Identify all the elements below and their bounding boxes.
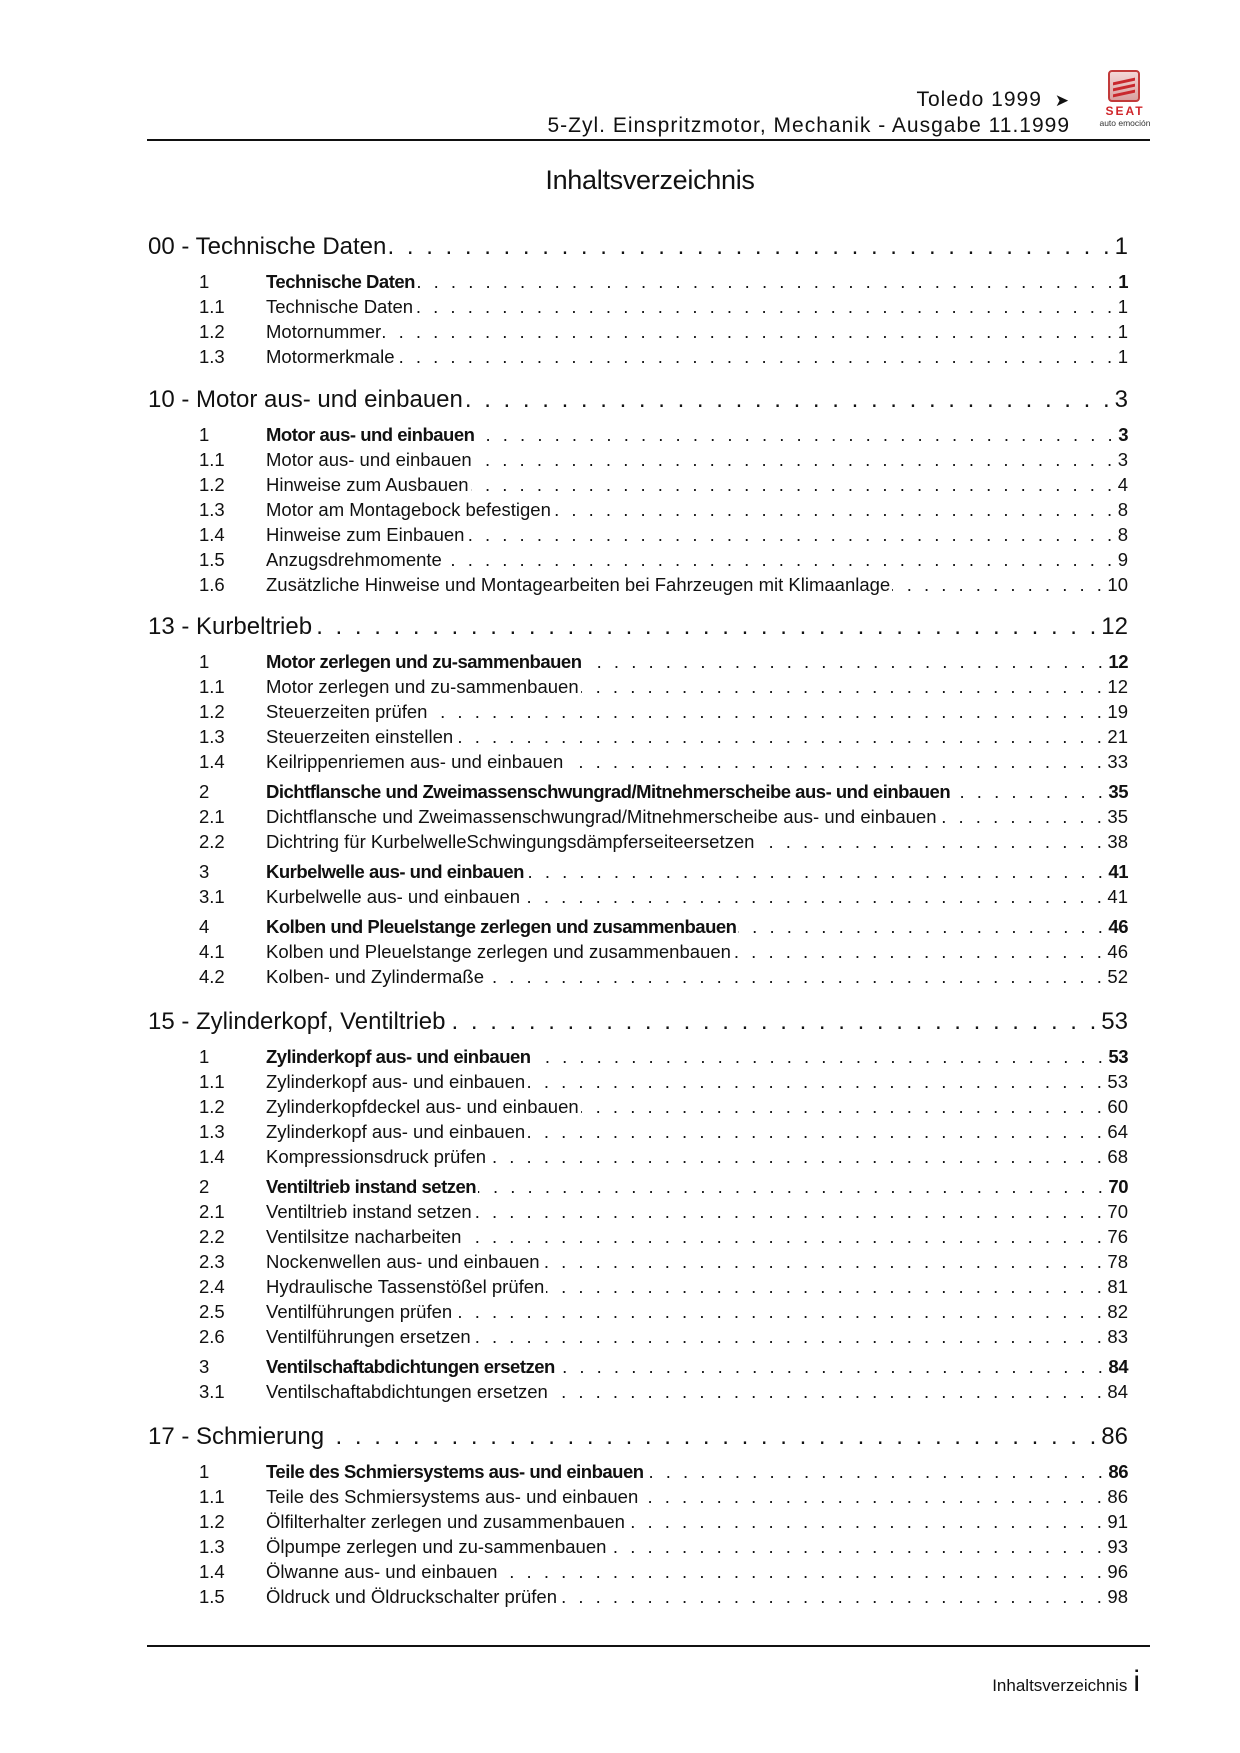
entry-number: 1 — [199, 271, 210, 292]
entry-page: 35 — [1107, 806, 1128, 827]
toc-entry[interactable] — [199, 1486, 1128, 1511]
entry-number: 1 — [199, 651, 210, 672]
dot-leader — [892, 574, 1105, 596]
toc-entry[interactable] — [199, 781, 1128, 806]
toc-entry[interactable] — [199, 651, 1128, 676]
entry-title: Kolben- und Zylindermaße — [266, 966, 484, 987]
entry-number: 1.3 — [199, 726, 225, 747]
toc-entry[interactable] — [199, 1461, 1128, 1486]
entry-title: Anzugsdrehmomente — [266, 549, 442, 570]
entry-page: 93 — [1107, 1536, 1128, 1557]
entry-page: 82 — [1107, 1301, 1128, 1322]
dot-leader — [939, 806, 1106, 828]
entry-title: Dichtflansche und Zweimassenschwungrad/Mitnehmerscheibe aus- und einbauen — [266, 781, 951, 802]
toc-chapter[interactable] — [148, 613, 1128, 645]
entry-number: 1.4 — [199, 1146, 225, 1167]
entry-number: 1.4 — [199, 1561, 225, 1582]
chapter-title: 17 - Schmierung — [148, 1423, 325, 1450]
entry-number: 1.5 — [199, 549, 225, 570]
entry-title: Teile des Schmiersystems aus- und einbauen — [266, 1486, 639, 1507]
entry-page: 86 — [1107, 1486, 1128, 1507]
toc-entry[interactable] — [199, 474, 1128, 499]
entry-number: 1.1 — [199, 676, 225, 697]
entry-number: 1.2 — [199, 1511, 225, 1532]
toc-entry[interactable] — [199, 751, 1128, 776]
entry-number: 1.4 — [199, 524, 225, 545]
entry-page: 12 — [1108, 651, 1128, 672]
entry-number: 2.3 — [199, 1251, 225, 1272]
toc-entry[interactable] — [199, 1146, 1128, 1171]
entry-page: 10 — [1107, 574, 1128, 595]
dot-leader — [608, 1536, 1105, 1558]
dot-leader — [466, 524, 1115, 546]
entry-number: 1 — [199, 424, 210, 445]
toc-entry[interactable] — [199, 499, 1128, 524]
toc-entry[interactable] — [199, 321, 1128, 346]
logo-brand: SEAT — [1105, 104, 1145, 118]
dot-leader — [486, 966, 1105, 988]
entry-page: 64 — [1107, 1121, 1128, 1142]
entry-title: Ventiltrieb instand setzen — [266, 1176, 477, 1197]
toc-entry[interactable] — [199, 449, 1128, 474]
entry-number: 4.2 — [199, 966, 225, 987]
dot-leader — [476, 424, 1116, 446]
toc-chapter[interactable] — [148, 1008, 1128, 1040]
entry-title: Nockenwellen aus- und einbauen — [266, 1251, 540, 1272]
entry-number: 1.2 — [199, 701, 225, 722]
entry-title: Ölfilterhalter zerlegen und zusammenbauen — [266, 1511, 625, 1532]
entry-page: 1 — [1117, 321, 1128, 342]
entry-page: 52 — [1107, 966, 1128, 987]
entry-page: 96 — [1107, 1561, 1128, 1582]
entry-page: 12 — [1107, 676, 1128, 697]
entry-title: Hinweise zum Einbauen — [266, 524, 465, 545]
toc-entry[interactable] — [199, 524, 1128, 549]
entry-page: 1 — [1117, 346, 1128, 367]
dot-leader — [488, 1146, 1105, 1168]
entry-page: 38 — [1107, 831, 1128, 852]
dot-leader — [471, 474, 1116, 496]
entry-title: Dichtflansche und Zweimassenschwungrad/Mitnehmerscheibe aus- und einbauen — [266, 806, 937, 827]
dot-leader — [546, 1276, 1105, 1298]
toc-entry[interactable] — [199, 916, 1128, 941]
entry-number: 2.2 — [199, 1226, 225, 1247]
entry-number: 1.2 — [199, 1096, 225, 1117]
seat-badge-icon — [1108, 70, 1140, 102]
dot-leader — [542, 1251, 1106, 1273]
header-divider — [147, 139, 1150, 141]
entry-number: 3.1 — [199, 1381, 225, 1402]
dot-leader — [499, 1561, 1105, 1583]
entry-number: 1.2 — [199, 321, 225, 342]
entry-title: Keilrippenriemen aus- und einbauen — [266, 751, 564, 772]
toc-entry[interactable] — [199, 1561, 1128, 1586]
dot-leader — [533, 1046, 1107, 1068]
entry-number: 1.1 — [199, 449, 225, 470]
toc-chapter[interactable] — [148, 386, 1128, 418]
entry-number: 1.1 — [199, 296, 225, 317]
entry-title: Ventiltrieb instand setzen — [266, 1201, 472, 1222]
entry-title: Motor aus- und einbauen — [266, 424, 475, 445]
footer-page-number: i — [1133, 1665, 1140, 1698]
entry-number: 1.3 — [199, 1121, 225, 1142]
entry-page: 83 — [1107, 1326, 1128, 1347]
dot-leader — [640, 1486, 1105, 1508]
entry-page: 3 — [1117, 449, 1128, 470]
entry-number: 1.4 — [199, 751, 225, 772]
toc-entry[interactable] — [199, 1121, 1128, 1146]
dot-leader — [444, 549, 1116, 571]
entry-number: 1.1 — [199, 1486, 225, 1507]
entry-title: Motor am Montagebock befestigen — [266, 499, 551, 520]
dot-leader — [397, 346, 1116, 368]
entry-title: Ölwanne aus- und einbauen — [266, 1561, 498, 1582]
entry-page: 70 — [1108, 1176, 1128, 1197]
dot-leader — [478, 1176, 1106, 1198]
entry-page: 1 — [1118, 271, 1128, 292]
entry-number: 1 — [199, 1461, 210, 1482]
entry-number: 1.3 — [199, 1536, 225, 1557]
entry-title: Zylinderkopf aus- und einbauen — [266, 1121, 526, 1142]
entry-title: Hinweise zum Ausbauen — [266, 474, 469, 495]
entry-number: 1.2 — [199, 474, 225, 495]
entry-page: 60 — [1107, 1096, 1128, 1117]
entry-page: 70 — [1107, 1201, 1128, 1222]
dot-leader — [415, 296, 1116, 318]
entry-title: Dichtring für KurbelwelleSchwingungsdämpferseiteersetzen — [266, 831, 755, 852]
chapter-page: 3 — [1114, 386, 1128, 413]
entry-title: Ölpumpe zerlegen und zu-sammenbauen — [266, 1536, 607, 1557]
dot-leader — [417, 271, 1116, 293]
dot-leader — [465, 386, 1113, 414]
entry-page: 41 — [1107, 886, 1128, 907]
toc-entry[interactable] — [199, 1226, 1128, 1251]
entry-page: 21 — [1107, 726, 1128, 747]
entry-page: 1 — [1117, 296, 1128, 317]
footer — [992, 1665, 1140, 1699]
toc-entry[interactable] — [199, 966, 1128, 991]
model-name: Toledo 1999 — [916, 88, 1042, 111]
seat-logo — [1093, 68, 1157, 130]
header-subtitle: 5-Zyl. Einspritzmotor, Mechanik - Ausgabe 11.1999 — [547, 114, 1070, 137]
entry-title: Kolben und Pleuelstange zerlegen und zusammenbauen — [266, 916, 737, 937]
toc-entry[interactable] — [199, 886, 1128, 911]
entry-page: 46 — [1108, 916, 1128, 937]
entry-page: 91 — [1107, 1511, 1128, 1532]
entry-title: Teile des Schmiersystems aus- und einbauen — [266, 1461, 644, 1482]
chapter-page: 86 — [1101, 1423, 1128, 1450]
entry-number: 4.1 — [199, 941, 225, 962]
entry-page: 78 — [1107, 1251, 1128, 1272]
dot-leader — [473, 1326, 1106, 1348]
entry-title: Ventilsitze nacharbeiten — [266, 1226, 462, 1247]
dot-leader — [474, 449, 1116, 471]
entry-page: 53 — [1107, 1071, 1128, 1092]
page-title: Inhaltsverzeichnis — [545, 165, 755, 195]
entry-page: 84 — [1108, 1356, 1128, 1377]
entry-title: Motor zerlegen und zu-sammenbauen — [266, 676, 579, 697]
entry-title: Zylinderkopf aus- und einbauen — [266, 1071, 526, 1092]
entry-title: Ventilführungen prüfen — [266, 1301, 453, 1322]
entry-title: Zylinderkopfdeckel aus- und einbauen — [266, 1096, 579, 1117]
entry-title: Öldruck und Öldruckschalter prüfen — [266, 1586, 557, 1607]
entry-title: Ventilführungen ersetzen — [266, 1326, 471, 1347]
arrow-icon: ➤ — [1054, 91, 1070, 110]
toc-entry[interactable] — [199, 1301, 1128, 1326]
toc-entry[interactable] — [199, 1251, 1128, 1276]
chapter-page: 12 — [1101, 613, 1128, 640]
dot-leader — [559, 1586, 1105, 1608]
entry-page: 98 — [1107, 1586, 1128, 1607]
chapter-title: 13 - Kurbeltrieb — [148, 613, 313, 640]
toc-entry[interactable] — [199, 1276, 1128, 1301]
entry-number: 1 — [199, 1046, 210, 1067]
entry-page: 33 — [1107, 751, 1128, 772]
dot-leader — [474, 1201, 1106, 1223]
entry-page: 84 — [1107, 1381, 1128, 1402]
toc-entry[interactable] — [199, 549, 1128, 574]
dot-leader — [526, 861, 1107, 883]
toc-entry[interactable] — [199, 1356, 1128, 1381]
entry-page: 46 — [1107, 941, 1128, 962]
dot-leader — [383, 321, 1116, 343]
dot-leader — [447, 1008, 1099, 1036]
dot-leader — [584, 651, 1107, 673]
dot-leader — [581, 676, 1106, 698]
entry-page: 53 — [1108, 1046, 1128, 1067]
toc-entry[interactable] — [199, 1326, 1128, 1351]
entry-title: Kompressionsdruck prüfen — [266, 1146, 487, 1167]
toc-entry[interactable] — [199, 296, 1128, 321]
toc-entry[interactable] — [199, 346, 1128, 371]
entry-number: 2 — [199, 781, 210, 802]
entry-title: Hydraulische Tassenstößel prüfen — [266, 1276, 545, 1297]
entry-number: 2.1 — [199, 806, 225, 827]
toc-entry[interactable] — [199, 701, 1128, 726]
entry-page: 8 — [1117, 524, 1128, 545]
entry-page: 86 — [1108, 1461, 1128, 1482]
entry-title: Kurbelwelle aus- und einbauen — [266, 886, 521, 907]
entry-page: 19 — [1107, 701, 1128, 722]
dot-leader — [455, 726, 1105, 748]
toc-entry[interactable] — [199, 861, 1128, 886]
entry-number: 2 — [199, 1176, 210, 1197]
entry-number: 3 — [199, 1356, 210, 1377]
toc-entry[interactable] — [199, 271, 1128, 296]
entry-page: 68 — [1107, 1146, 1128, 1167]
dot-leader — [952, 781, 1106, 803]
chapter-title: 15 - Zylinderkopf, Ventiltrieb — [148, 1008, 446, 1035]
chapter-page: 1 — [1114, 233, 1128, 260]
entry-title: Ventilschaftabdichtungen ersetzen — [266, 1381, 548, 1402]
entry-page: 35 — [1108, 781, 1128, 802]
entry-page: 3 — [1118, 424, 1128, 445]
entry-title: Motornummer — [266, 321, 382, 342]
dot-leader — [733, 941, 1106, 963]
entry-number: 1.1 — [199, 1071, 225, 1092]
header-model — [916, 88, 1070, 112]
dot-leader — [565, 751, 1105, 773]
entry-number: 1.3 — [199, 346, 225, 367]
entry-page: 9 — [1117, 549, 1128, 570]
entry-page: 8 — [1117, 499, 1128, 520]
toc-entry[interactable] — [199, 1536, 1128, 1561]
dot-leader — [388, 233, 1112, 261]
entry-title: Kurbelwelle aus- und einbauen — [266, 861, 524, 882]
entry-title: Steuerzeiten einstellen — [266, 726, 454, 747]
entry-title: Motor aus- und einbauen — [266, 449, 472, 470]
toc-entry[interactable] — [199, 1071, 1128, 1096]
entry-title: Kolben und Pleuelstange zerlegen und zusammenbauen — [266, 941, 731, 962]
toc-entry[interactable] — [199, 941, 1128, 966]
dot-leader — [522, 886, 1105, 908]
entry-number: 1.6 — [199, 574, 225, 595]
logo-tagline: auto emoción — [1099, 118, 1151, 128]
dot-leader — [550, 1381, 1106, 1403]
dot-leader — [454, 1301, 1105, 1323]
entry-page: 76 — [1107, 1226, 1128, 1247]
toc-chapter[interactable] — [148, 233, 1128, 265]
dot-leader — [627, 1511, 1106, 1533]
dot-leader — [581, 1096, 1106, 1118]
toc-entry[interactable] — [199, 1046, 1128, 1071]
entry-page: 41 — [1108, 861, 1128, 882]
chapter-page: 53 — [1101, 1008, 1128, 1035]
entry-title: Motor zerlegen und zu-sammenbauen — [266, 651, 582, 672]
dot-leader — [738, 916, 1106, 938]
dot-leader — [756, 831, 1105, 853]
toc-entry[interactable] — [199, 676, 1128, 701]
entry-number: 1.5 — [199, 1586, 225, 1607]
dot-leader — [326, 1423, 1099, 1451]
toc-entry[interactable] — [199, 831, 1128, 856]
entry-number: 1.3 — [199, 499, 225, 520]
toc-entry[interactable] — [199, 806, 1128, 831]
dot-leader — [463, 1226, 1105, 1248]
dot-leader — [527, 1121, 1105, 1143]
dot-leader — [314, 613, 1099, 641]
toc-entry[interactable] — [199, 1586, 1128, 1611]
dot-leader — [557, 1356, 1107, 1378]
entry-number: 3 — [199, 861, 210, 882]
footer-label: Inhaltsverzeichnis — [992, 1676, 1128, 1695]
entry-title: Technische Daten — [266, 296, 414, 317]
toc-chapter[interactable] — [148, 1423, 1128, 1455]
dot-leader — [646, 1461, 1107, 1483]
entry-title: Technische Daten — [266, 271, 415, 292]
entry-number: 4 — [199, 916, 210, 937]
toc-entry[interactable] — [199, 1096, 1128, 1121]
dot-leader — [527, 1071, 1105, 1093]
chapter-title: 00 - Technische Daten — [148, 233, 387, 260]
toc-entry[interactable] — [199, 726, 1128, 751]
toc-entry[interactable] — [199, 1176, 1128, 1201]
entry-number: 2.4 — [199, 1276, 225, 1297]
dot-leader — [429, 701, 1105, 723]
chapter-title: 10 - Motor aus- und einbauen — [148, 386, 463, 413]
entry-page: 4 — [1117, 474, 1128, 495]
entry-title: Zylinderkopf aus- und einbauen — [266, 1046, 531, 1067]
entry-number: 3.1 — [199, 886, 225, 907]
entry-page: 81 — [1107, 1276, 1128, 1297]
entry-title: Steuerzeiten prüfen — [266, 701, 428, 722]
toc-entry[interactable] — [199, 424, 1128, 449]
toc-entry[interactable] — [199, 1201, 1128, 1226]
toc-entry[interactable] — [199, 1511, 1128, 1536]
entry-number: 2.5 — [199, 1301, 225, 1322]
entry-title: Motormerkmale — [266, 346, 395, 367]
entry-number: 2.1 — [199, 1201, 225, 1222]
toc-entry[interactable] — [199, 574, 1128, 599]
dot-leader — [553, 499, 1116, 521]
footer-divider — [147, 1645, 1150, 1647]
entry-title: Zusätzliche Hinweise und Montagearbeiten bei Fahrzeugen mit Klimaanlage — [266, 574, 891, 595]
entry-number: 2.2 — [199, 831, 225, 852]
toc-entry[interactable] — [199, 1381, 1128, 1406]
entry-title: Ventilschaftabdichtungen ersetzen — [266, 1356, 555, 1377]
entry-number: 2.6 — [199, 1326, 225, 1347]
